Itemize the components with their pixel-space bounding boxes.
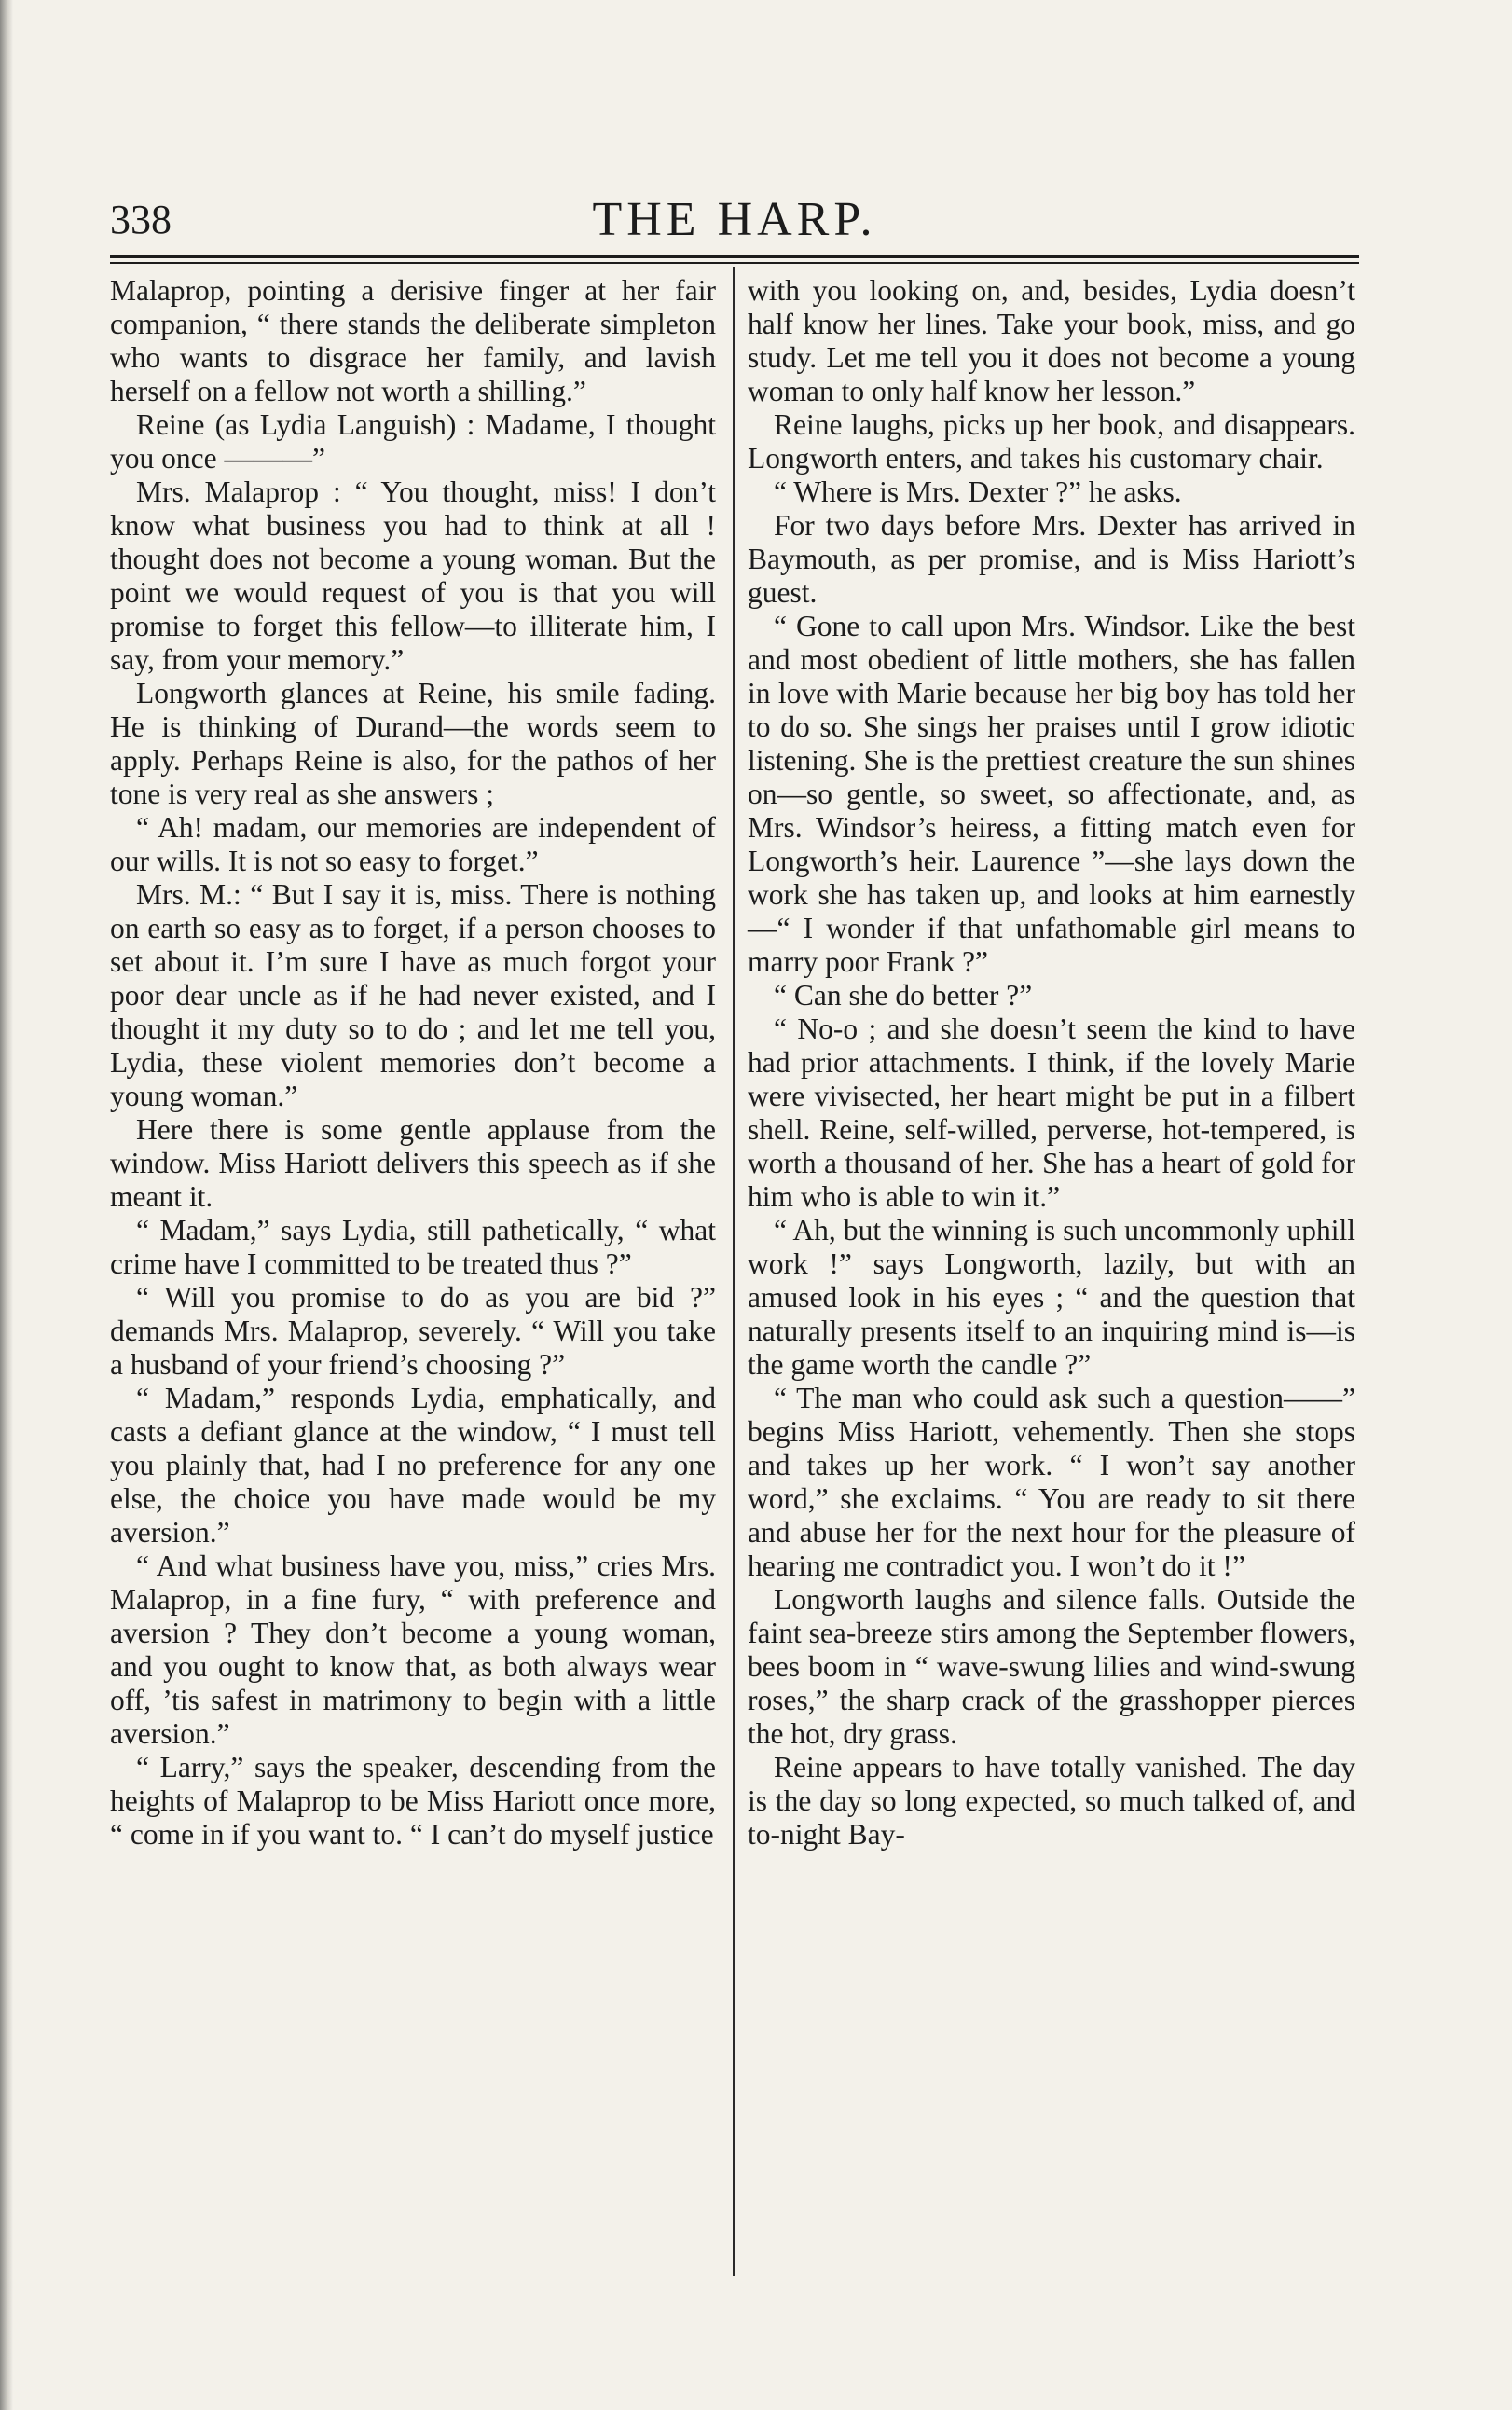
paragraph: “ Can she do better ?” <box>774 979 1033 1012</box>
paragraph: Reine appears to have totally vanished. The day is the day so long expected, so much talked of, and to-night Bay- <box>748 1751 1355 1851</box>
paragraph: “ Ah, but the winning is such uncommonly uphill work !” says Longworth, lazily, but with an amused look in his eyes ; “ and the question that naturally presents itself to an inquiring mind is—is the game worth the candle ?” <box>748 1214 1355 1381</box>
paragraph: with you looking on, and, besides, Lydia doesn’t half know her lines. Take your book, miss, and go study. Let me tell you it does not become a young woman to only half know her lesson.” <box>748 274 1355 407</box>
paragraph: “ Where is Mrs. Dexter ?” he asks. <box>774 475 1182 508</box>
column-divider <box>733 267 735 2276</box>
running-title: THE HARP. <box>592 193 877 246</box>
header-rule-thick <box>110 255 1359 258</box>
paragraph: “ And what business have you, miss,” cries Mrs. Malaprop, in a fine fury, “ with preference and aversion ? They don’t become a young woman, and you ought to know that, as both always wear off, ’tis safest in matrimony to begin with a little aversion.” <box>110 1549 716 1750</box>
paragraph: “ Gone to call upon Mrs. Windsor. Like the best and most obedient of little mothers, she has fallen in love with Marie because her big boy has told her to do so. She sings her praises until I grow idiotic listening. She is the prettiest creature the sun shines on—so gentle, so sweet, so affectionate, and, as Mrs. Windsor’s heiress, a fitting match even for Longworth’s heir. Laurence ”—she lays down the work she has taken up, and looks at him earnestly—“ I wonder if that unfathomable girl means to marry poor Frank ?” <box>748 610 1355 978</box>
page-edge-shadow <box>0 0 13 2410</box>
paragraph: Mrs. M.: “ But I say it is, miss. There is nothing on earth so easy as to forget, if a person chooses to set about it. I’m sure I have as much forgot your poor dear uncle as if he had never existed, and I thought it my duty so to do ; and let me tell you, Lydia, these violent memories don’t become a young woman.” <box>110 878 716 1112</box>
paragraph: “ Madam,” responds Lydia, emphatically, and casts a defiant glance at the window, “ I must tell you plainly that, had I no preference for any one else, the choice you have made would be my aversion.” <box>110 1382 716 1549</box>
paragraph: Reine (as Lydia Languish) : Madame, I thought you once ———” <box>110 408 716 475</box>
paragraph: “ The man who could ask such a question——” begins Miss Hariott, vehemently. Then she stops and takes up her work. “ I won’t say another word,” she exclaims. “ You are ready to sit there and abuse her for the next hour for the pleasure of hearing me contradict you. I won’t do it !” <box>748 1382 1355 1582</box>
paragraph: Mrs. Malaprop : “ You thought, miss! I don’t know what business you had to think at all ! thought does not become a young woman. But the point we would request of you is that you will promise to forget this fellow—to illiterate him, I say, from your memory.” <box>110 475 716 676</box>
page-header <box>110 186 1359 252</box>
left-column <box>110 274 716 1852</box>
paragraph: Malaprop, pointing a derisive finger at her fair companion, “ there stands the deliberate simpleton who wants to disgrace her family, and lavish herself on a fellow not worth a shilling.” <box>110 274 716 407</box>
paragraph: For two days before Mrs. Dexter has arrived in Baymouth, as per promise, and is Miss Hariott’s guest. <box>748 509 1355 609</box>
paragraph: “ Larry,” says the speaker, descending from the heights of Malaprop to be Miss Hariott once more, “ come in if you want to. “ I can’t do myself justice <box>110 1751 716 1851</box>
paragraph: “ No-o ; and she doesn’t seem the kind to have had prior attachments. I think, if the lovely Marie were vivisected, her heart might be put in a filbert shell. Reine, self-willed, perverse, hot-tempered, is worth a thousand of her. She has a heart of gold for him who is able to win it.” <box>748 1012 1355 1213</box>
paragraph: Here there is some gentle applause from the window. Miss Hariott delivers this speech as if she meant it. <box>110 1113 716 1213</box>
paragraph: Longworth glances at Reine, his smile fading. He is thinking of Durand—the words seem to apply. Perhaps Reine is also, for the pathos of her tone is very real as she answers ; <box>110 677 716 810</box>
paragraph: Reine laughs, picks up her book, and disappears. Longworth enters, and takes his customary chair. <box>748 408 1355 475</box>
header-rule-thin <box>110 262 1359 264</box>
paragraph: Longworth laughs and silence falls. Outside the faint sea-breeze stirs among the September flowers, bees boom in “ wave-swung lilies and wind-swung roses,” the sharp crack of the grasshopper pierces the hot, dry grass. <box>748 1583 1355 1750</box>
paragraph: “ Madam,” says Lydia, still pathetically, “ what crime have I committed to be treated thus ?” <box>110 1214 716 1280</box>
paragraph: “ Will you promise to do as you are bid ?” demands Mrs. Malaprop, severely. “ Will you take a husband of your friend’s choosing ?” <box>110 1281 716 1381</box>
paragraph: “ Ah! madam, our memories are independent of our wills. It is not so easy to forget.” <box>110 811 716 877</box>
page-number: 338 <box>110 197 172 242</box>
right-column <box>748 274 1355 1852</box>
